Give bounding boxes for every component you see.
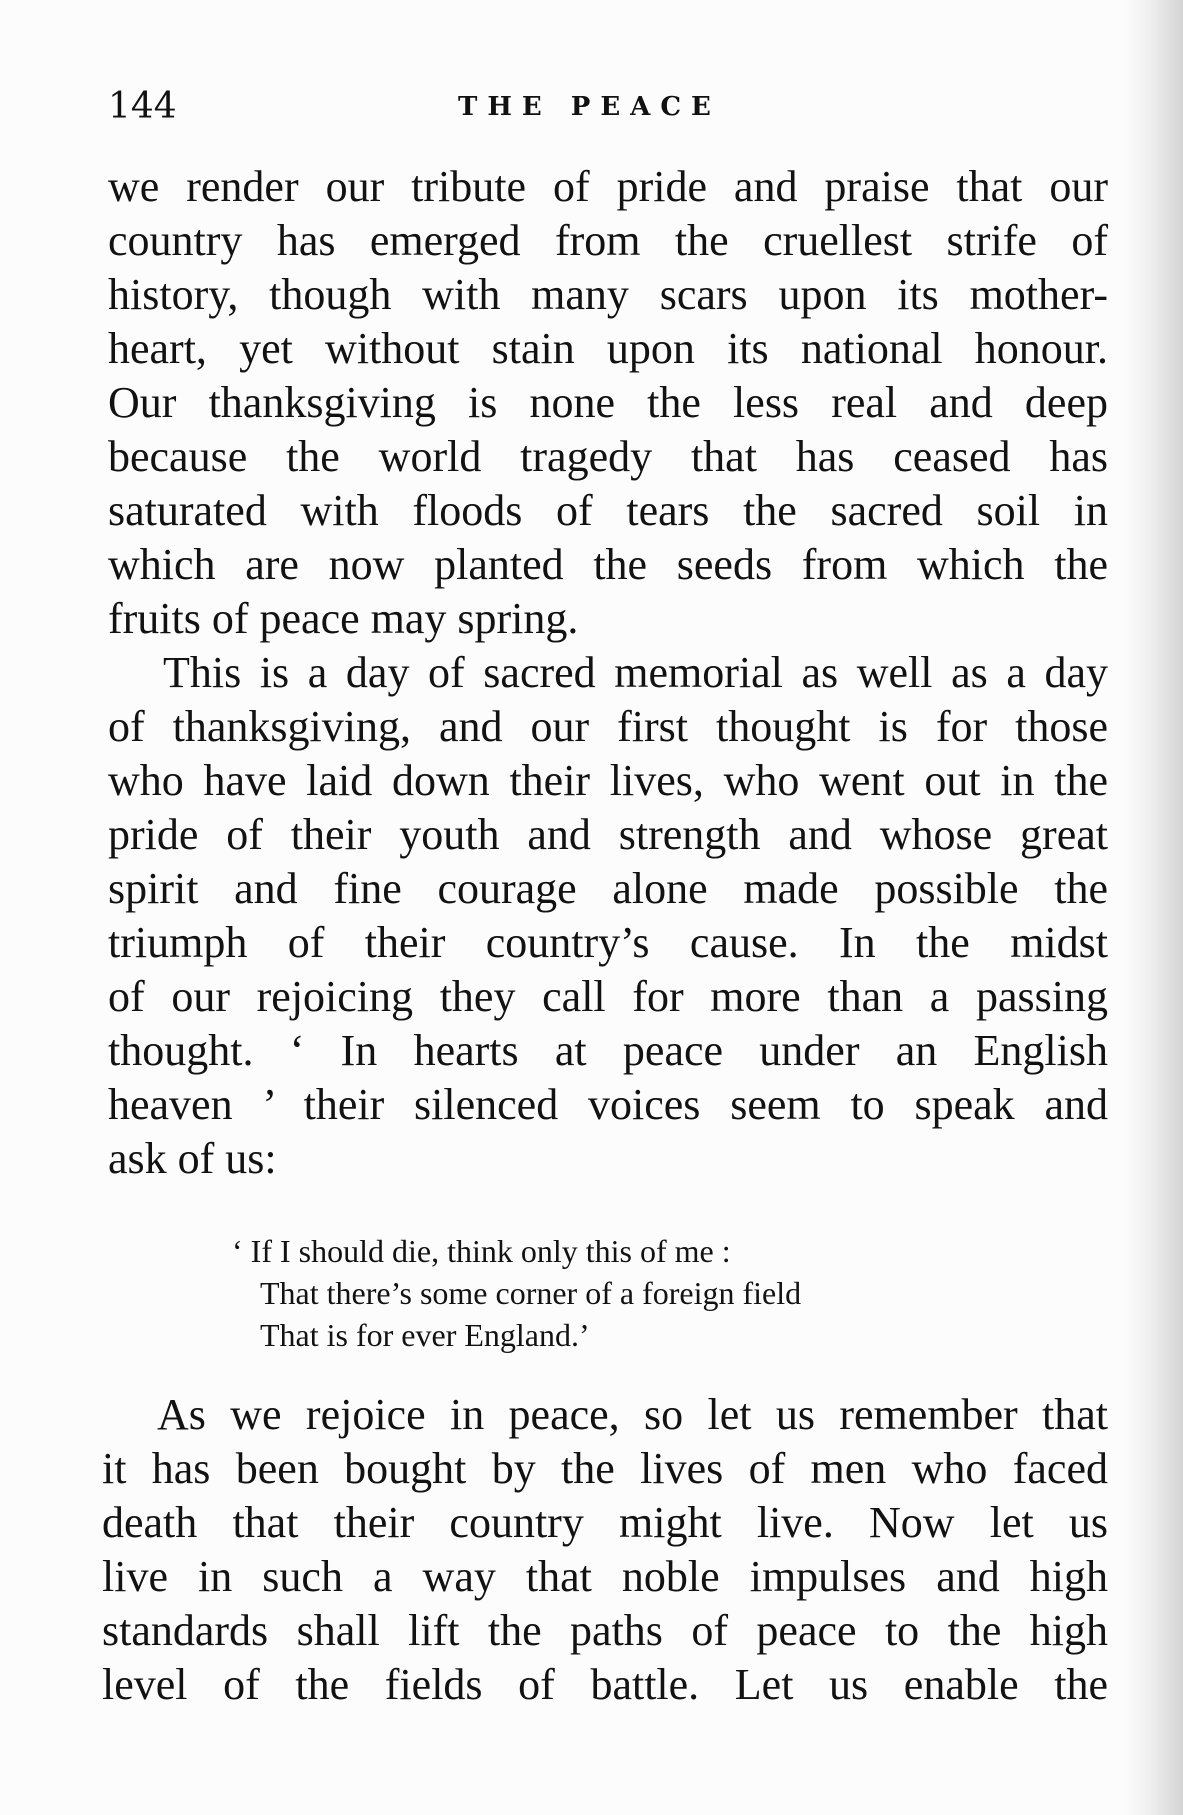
text-line: ask of us:: [108, 1134, 277, 1183]
text-line: triumph of their country’s cause. In the midst: [108, 918, 1108, 967]
text-line: thought. ‘ In hearts at peace under an English: [108, 1026, 1108, 1075]
text-line: we render our tribute of pride and praise that our: [108, 162, 1108, 211]
text-line: because the world tragedy that has ceased has: [108, 432, 1108, 481]
text-line: heart, yet without stain upon its national honour.: [108, 324, 1108, 373]
body-text-upper: [108, 160, 1108, 1186]
text-line: As we rejoice in peace, so let us remember that: [157, 1390, 1108, 1439]
poem-line: That is for ever England.’: [260, 1317, 590, 1353]
text-line: pride of their youth and strength and whose great: [108, 810, 1108, 859]
body-text-lower: [102, 1388, 1108, 1712]
text-line: This is a day of sacred memorial as well as a day: [163, 648, 1108, 697]
text-line: who have laid down their lives, who went out in the: [108, 756, 1108, 805]
text-line: spirit and fine courage alone made possible the: [108, 864, 1108, 913]
text-line: which are now planted the seeds from which the: [108, 540, 1108, 589]
poem-line: ‘ If I should die, think only this of me :: [232, 1233, 731, 1269]
poem-quotation: [232, 1230, 992, 1356]
running-head: THE PEACE: [458, 92, 721, 122]
text-line: fruits of peace may spring.: [108, 594, 579, 643]
text-line: history, though with many scars upon its mother-: [108, 270, 1108, 319]
text-line: live in such a way that noble impulses and high: [102, 1552, 1108, 1601]
text-line: it has been bought by the lives of men who faced: [102, 1444, 1108, 1493]
text-line: country has emerged from the cruellest strife of: [108, 216, 1108, 265]
poem-line: That there’s some corner of a foreign field: [260, 1275, 802, 1311]
text-line: of thanksgiving, and our first thought is for those: [108, 702, 1108, 751]
text-line: of our rejoicing they call for more than a passing: [108, 972, 1108, 1021]
text-line: death that their country might live. Now let us: [102, 1498, 1108, 1547]
text-line: heaven ’ their silenced voices seem to speak and: [108, 1080, 1108, 1129]
text-line: standards shall lift the paths of peace to the high: [102, 1606, 1108, 1655]
page-number: 144: [108, 86, 177, 127]
text-line: saturated with floods of tears the sacred soil in: [108, 486, 1108, 535]
page-header: [108, 78, 1108, 128]
page-edge-shadow: [1123, 0, 1183, 1815]
text-line: level of the fields of battle. Let us enable the: [102, 1660, 1108, 1709]
text-line: Our thanksgiving is none the less real and deep: [108, 378, 1108, 427]
